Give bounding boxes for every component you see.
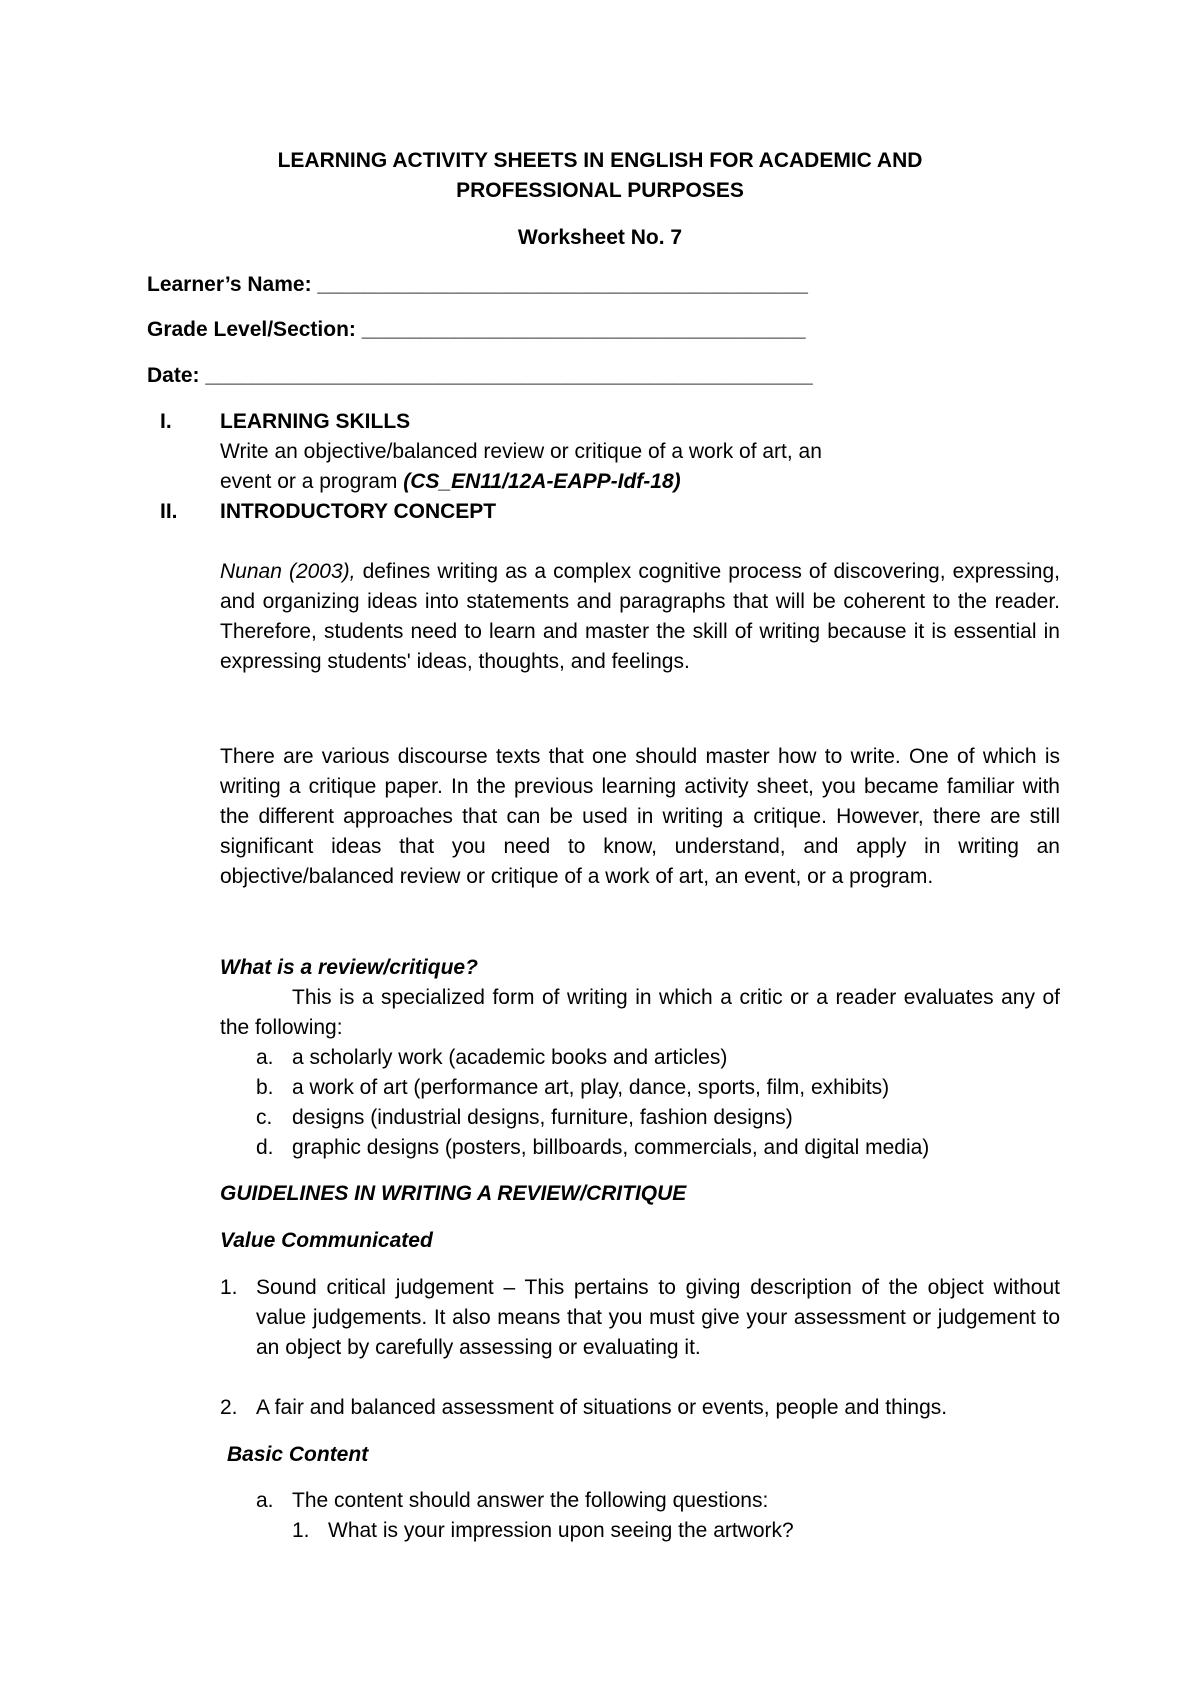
learning-skill-text: event or a program [220,470,404,493]
citation: Nunan (2003), [220,560,356,583]
list-item: a work of art (performance art, play, dance, sports, film, exhibits) [292,1076,890,1099]
competency-code: (CS_EN11/12A-EAPP-Idf-18) [403,470,681,493]
content-sub-marker-1: 1. [292,1519,310,1542]
worksheet-number: Worksheet No. 7 [517,226,683,249]
list-item: designs (industrial designs, furniture, fashion designs) [292,1106,793,1129]
section-1-numeral: I. [160,410,172,433]
list-marker-b: b. [256,1076,274,1099]
list-item: graphic designs (posters, billboards, commercials, and digital media) [292,1136,930,1159]
value-communicated-heading: Value Communicated [220,1229,433,1252]
guidelines-heading: GUIDELINES IN WRITING A REVIEW/CRITIQUE [220,1182,687,1205]
section-1-heading: LEARNING SKILLS [220,410,411,433]
numbered-marker-2: 2. [220,1396,238,1419]
value-item-1: Sound critical judgement – This pertains to giving description of the object without value judgements. It also means that you must give your assessment or judgement to an object by carefully assessing or evaluating it. [256,1276,1060,1359]
document-title-line-2: PROFESSIONAL PURPOSES [456,179,744,202]
content-marker-a: a. [256,1489,274,1512]
document-title-line-1: LEARNING ACTIVITY SHEETS IN ENGLISH FOR ACADEMIC AND [277,149,923,172]
section-2-heading: INTRODUCTORY CONCEPT [220,500,497,523]
basic-content-heading: Basic Content [227,1443,369,1466]
list-item: a scholarly work (academic books and articles) [292,1046,728,1069]
learning-skill-line-1: Write an objective/balanced review or critique of a work of art, an [220,440,822,463]
review-heading: What is a review/critique? [220,956,478,979]
value-item-2: A fair and balanced assessment of situations or events, people and things. [256,1396,948,1419]
content-sub-item: What is your impression upon seeing the artwork? [328,1519,794,1542]
review-intro: This is a specialized form of writing in which a critic or a reader evaluates any of the following: [220,986,1060,1039]
section-2-numeral: II. [160,500,178,523]
list-marker-a: a. [256,1046,274,1069]
content-item: The content should answer the following questions: [292,1489,769,1512]
intro-paragraph-1 [220,557,1060,677]
list-marker-c: c. [256,1106,273,1129]
learning-skill-line-2 [220,467,681,497]
date-field: Date: ____________________________________________________ [147,364,813,387]
list-marker-d: d. [256,1136,274,1159]
intro-paragraph-2: There are various discourse texts that one should master how to write. One of which is writing a critique paper. In the previous learning activity sheet, you became familiar with the different approaches that can be used in writing a critique. However, there are still significant ideas that you need to know, understand, and apply in writing an objective/balanced review or critique of a work of art, an event, or a program. [220,745,1060,888]
numbered-marker-1: 1. [220,1276,238,1299]
learner-name-field: Learner’s Name: __________________________________________ [147,273,808,296]
grade-section-field: Grade Level/Section: ______________________________________ [147,318,806,341]
intro-paragraph-1-text: defines writing as a complex cognitive process of discovering, expressing, and organizing ideas into statements and paragraphs that will be coherent to the reader. Therefore, students need to learn and master the skill of writing because it is essential in expressing students' ideas, thoughts, and feelings. [220,560,1060,673]
